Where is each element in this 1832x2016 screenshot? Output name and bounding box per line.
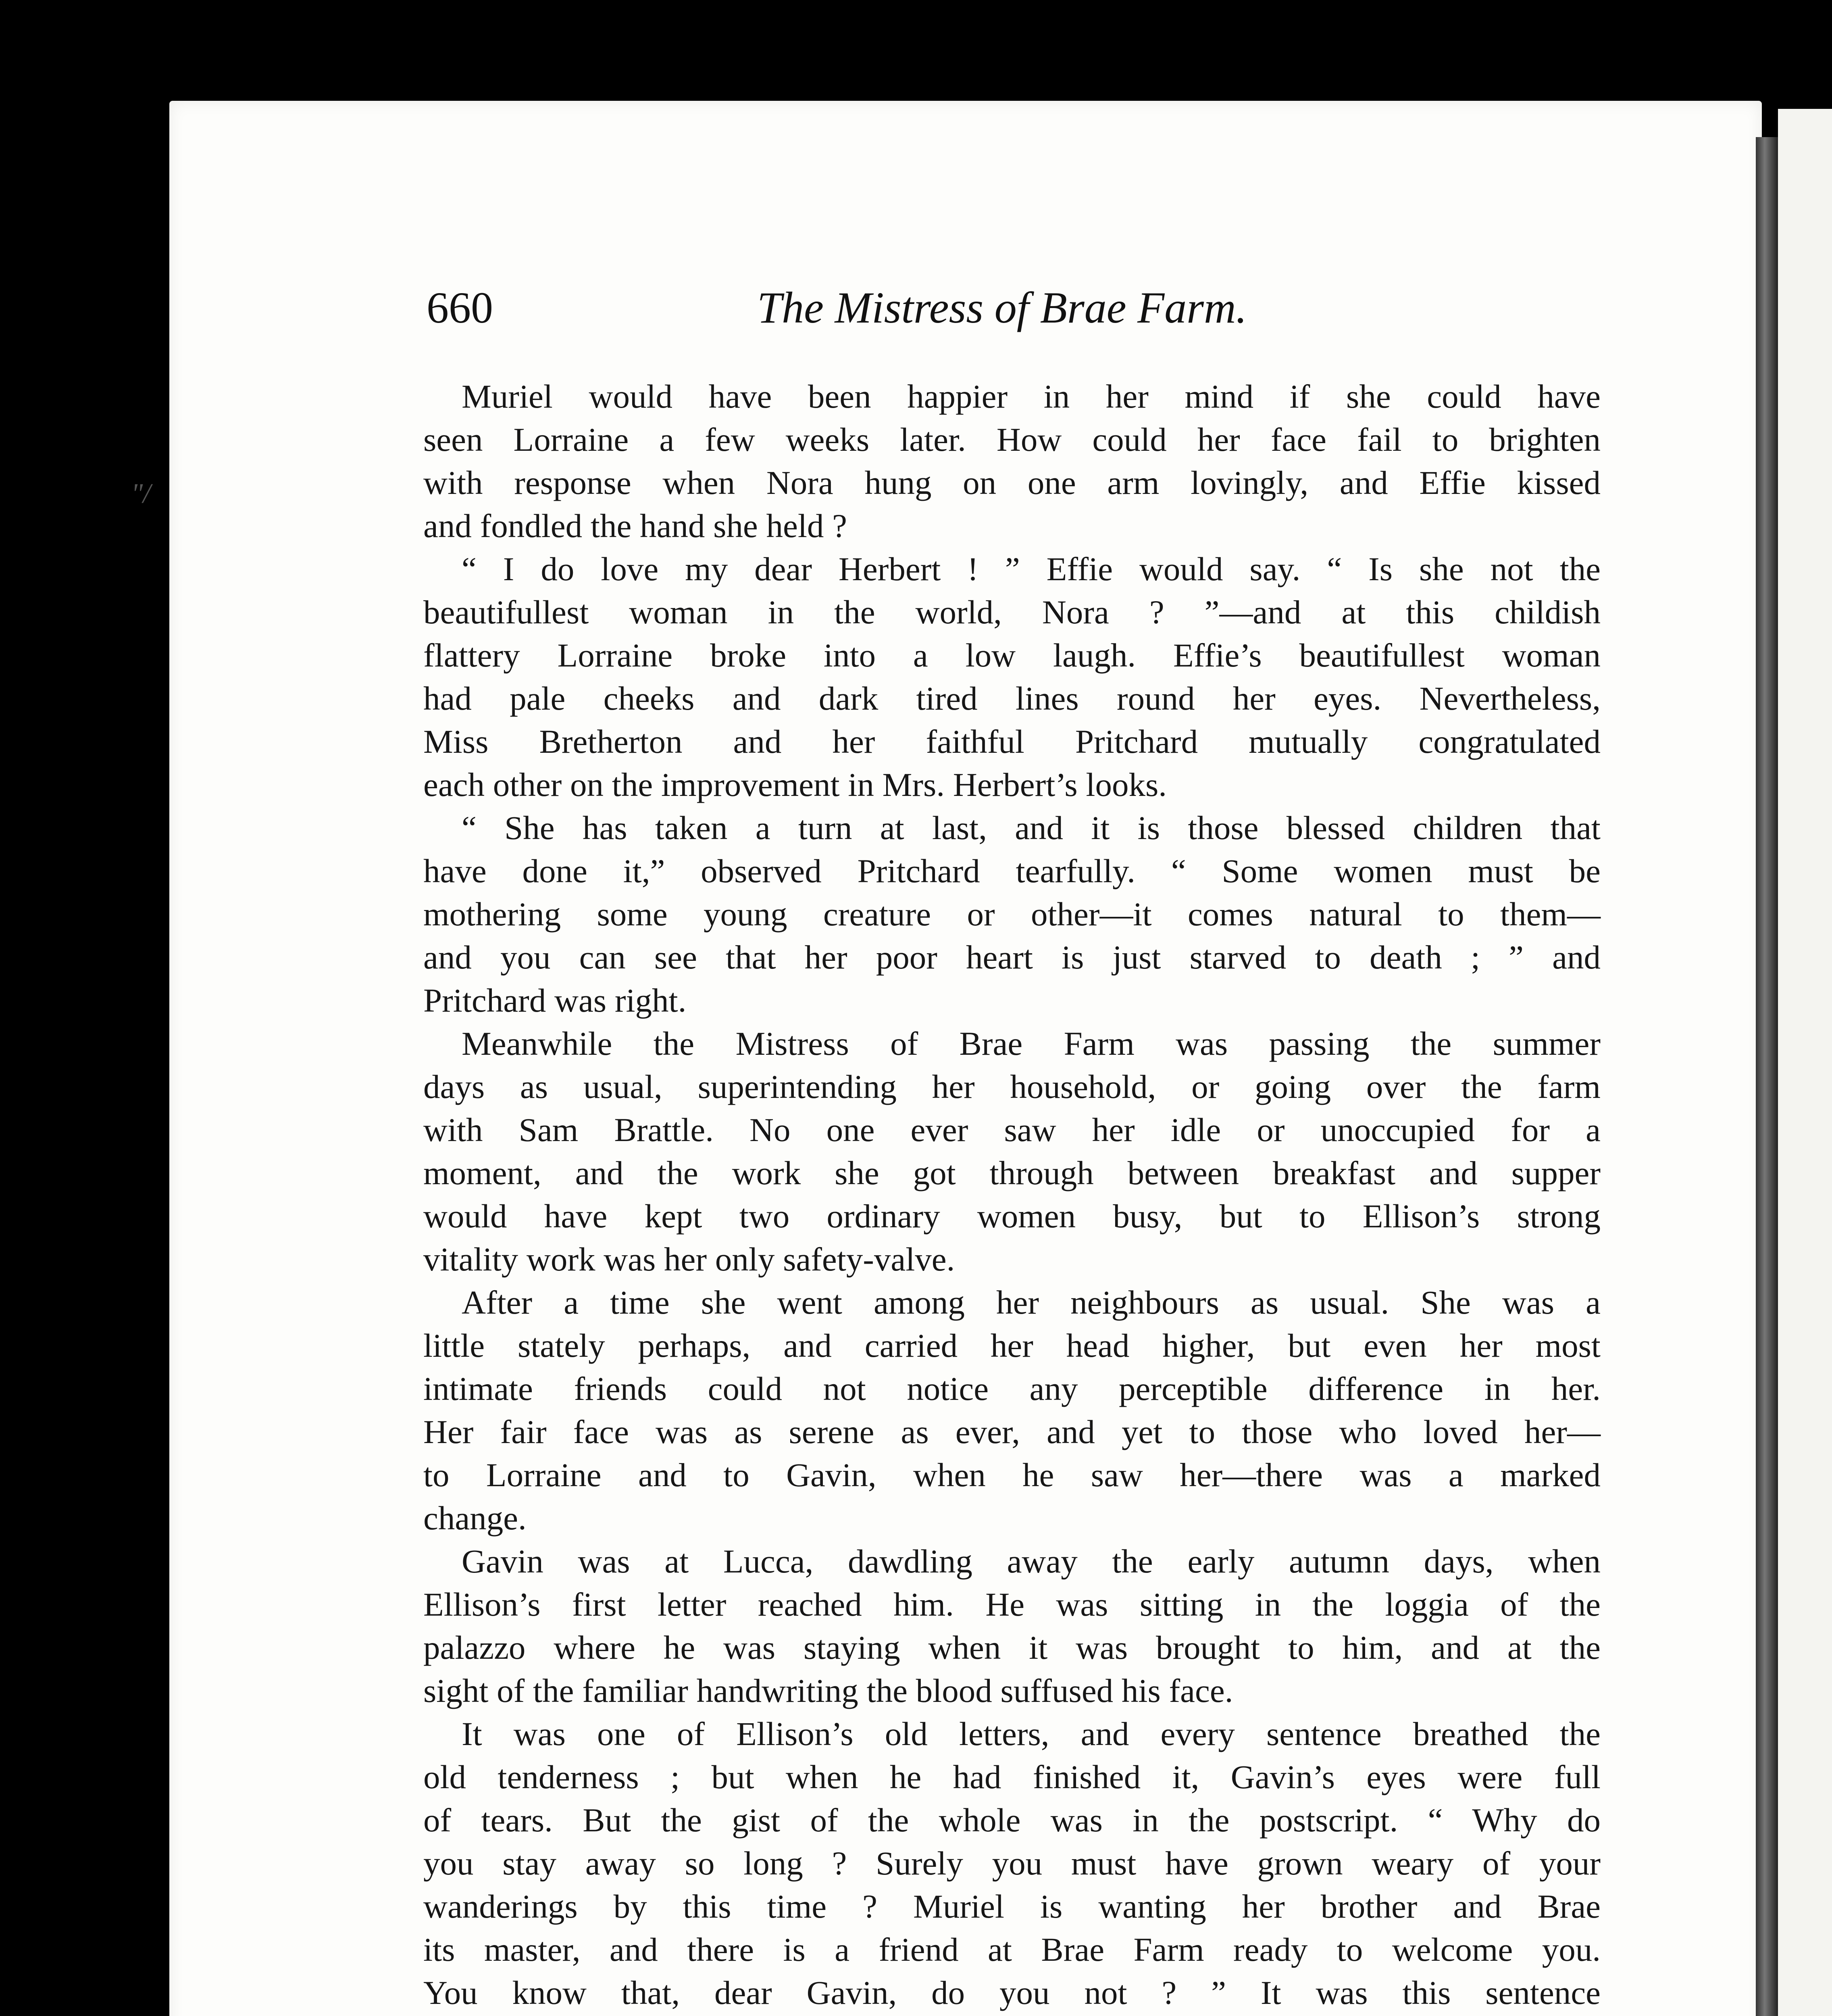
text-line: old tenderness ; but when he had finished it, Gavin’s eyes were full [423,1758,1601,1795]
book-gutter-shadow [1756,137,1778,2016]
text-line: its master, and there is a friend at Brae Farm ready to welcome you. [423,1931,1601,1968]
text-line [423,2014,1601,2016]
text-line: Ellison’s first letter reached him. He was sitting in the loggia of the [423,1586,1601,1623]
page-number: 660 [427,283,493,332]
text-line: flattery Lorraine broke into a low laugh. Effie’s beautifullest woman [423,637,1601,674]
text-line: mothering some young creature or other—it comes natural to them— [423,896,1601,933]
paragraph [423,1281,1601,1540]
text-line: Gavin was at Lucca, dawdling away the early autumn days, when [462,1543,1601,1580]
text-line: “ She has taken a turn at last, and it is those blessed children that [462,809,1601,846]
text-line: beautifullest woman in the world, Nora ? ”—and at this childish [423,594,1601,631]
text-line: sight of the familiar handwriting the blood suffused his face. [423,1672,1233,1709]
paragraph [423,1712,1601,2016]
text-line: you stay away so long ? Surely you must have grown weary of your [423,1845,1601,1882]
text-line: Muriel would have been happier in her mind if she could have [462,378,1601,415]
text-line: days as usual, superintending her household, or going over the farm [423,1068,1601,1105]
text-line: After a time she went among her neighbours as usual. She was a [462,1284,1601,1321]
text-line: You know that, dear Gavin, do you not ? ” It was this sentence [423,1974,1601,2011]
paragraph [423,1022,1601,1281]
text-line: Miss Bretherton and her faithful Pritchard mutually congratulated [423,723,1601,760]
text-line: had pale cheeks and dark tired lines round her eyes. Nevertheless, [423,680,1601,717]
page-header [427,282,1620,343]
facing-page-edge [1778,109,1832,2016]
text-line: wanderings by this time ? Muriel is wanting her brother and Brae [423,1888,1601,1925]
text-line: to Lorraine and to Gavin, when he saw her—there was a marked [423,1456,1601,1493]
text-line: Meanwhile the Mistress of Brae Farm was passing the summer [462,1025,1601,1062]
text-line: “ I do love my dear Herbert ! ” Effie would say. “ Is she not the [462,550,1601,587]
text-line: of tears. But the gist of the whole was in the postscript. “ Why do [423,1801,1601,1839]
text-line: seen Lorraine a few weeks later. How could her face fail to brighten [423,421,1601,458]
paragraph [423,806,1601,1022]
text-line: each other on the improvement in Mrs. Herbert’s looks. [423,766,1167,803]
text-line: change. [423,1500,527,1537]
paragraph [423,1540,1601,1712]
running-title: The Mistress of Brae Farm. [757,283,1247,332]
text-line: It was one of Ellison’s old letters, and every sentence breathed the [462,1715,1601,1752]
margin-mark: "/ [131,478,151,509]
text-line: have done it,” observed Pritchard tearfully. “ Some women must be [423,852,1601,889]
text-line: moment, and the work she got through between breakfast and supper [423,1154,1601,1191]
text-line: Pritchard was right. [423,982,687,1019]
text-line: Her fair face was as serene as ever, and yet to those who loved her— [423,1413,1601,1450]
text-line: little stately perhaps, and carried her head higher, but even her most [423,1327,1601,1364]
text-line: with response when Nora hung on one arm lovingly, and Effie kissed [423,464,1601,501]
paragraph [423,375,1601,548]
text-line: and fondled the hand she held ? [423,507,847,544]
paragraph [423,548,1601,806]
text-line: with Sam Brattle. No one ever saw her idle or unoccupied for a [423,1111,1601,1148]
text-line: intimate friends could not notice any perceptible difference in her. [423,1370,1601,1407]
text-line: palazzo where he was staying when it was brought to him, and at the [423,1629,1601,1666]
text-line: and you can see that her poor heart is just starved to death ; ” and [423,939,1601,976]
text-line: would have kept two ordinary women busy, but to Ellison’s strong [423,1198,1601,1235]
body-text [423,375,1601,2016]
text-line: vitality work was her only safety-valve. [423,1241,955,1278]
